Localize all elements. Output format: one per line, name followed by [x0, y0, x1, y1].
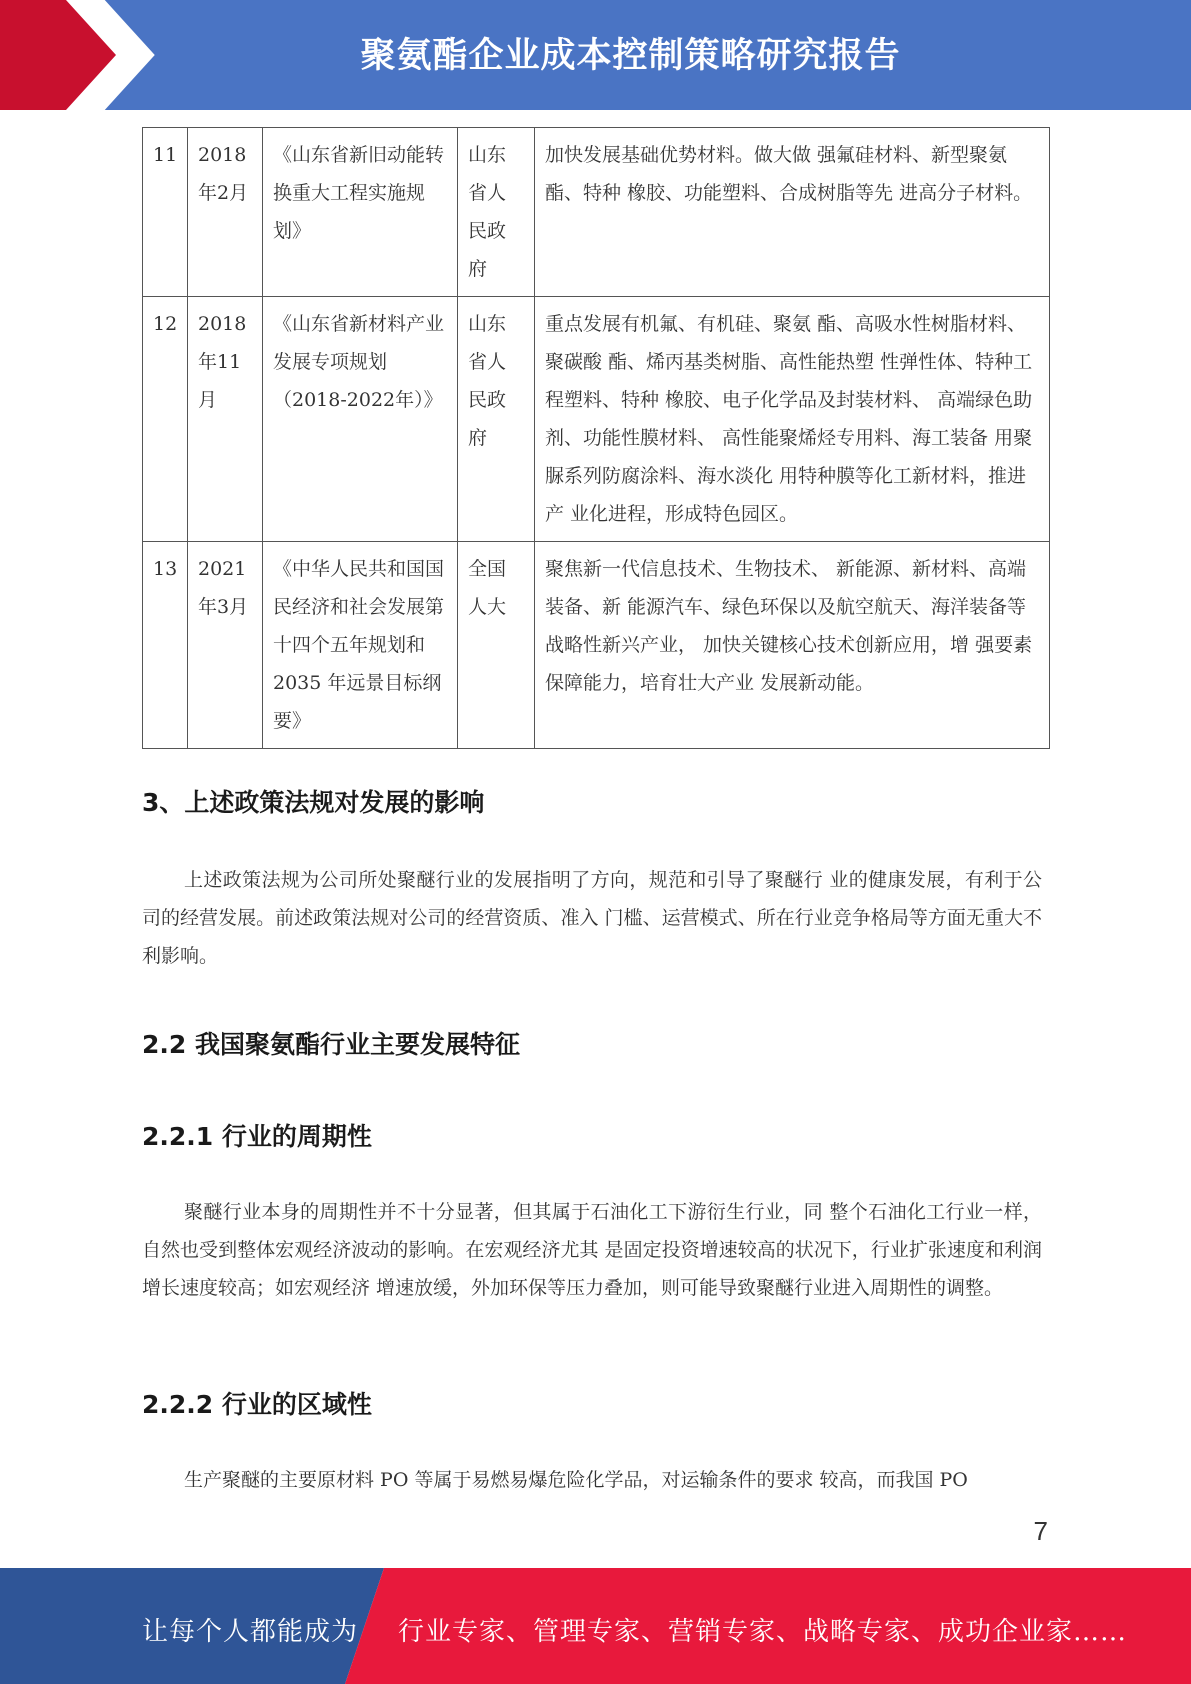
section-heading-impact: 3、上述政策法规对发展的影响 — [142, 788, 485, 817]
row-content: 重点发展有机氟、有机硅、聚氨 酯、高吸水性树脂材料、聚碳酸 酯、烯丙基类树脂、高性能热塑 性弹性体、特种工程塑料、特种 橡胶、电子化学品及封装材料、 高端绿色助剂、功能性膜材料、 高性能聚烯烃专用料、海工装备 用聚脲系列防腐涂料、海水淡化 用特种膜等化工新材料，推进产 业化进程，形成特色园区。 — [535, 297, 1050, 542]
row-policy-name: 《山东省新材料产业发展专项规划（2018-2022年）》 — [263, 297, 458, 542]
row-date: 2018年11月 — [188, 297, 263, 542]
header-title: 聚氨酯企业成本控制策略研究报告 — [360, 36, 901, 76]
row-date: 2021年3月 — [188, 542, 263, 749]
row-policy-name: 《山东省新旧动能转换重大工程实施规划》 — [263, 128, 458, 297]
section-heading-regionality: 2.2.2 行业的区域性 — [142, 1390, 372, 1419]
footer-slogan-left: 让每个人都能成为 — [142, 1617, 359, 1647]
row-number: 12 — [143, 297, 188, 542]
footer-slogan-right: 行业专家、管理专家、营销专家、战略专家、成功企业家…… — [398, 1617, 1128, 1647]
row-number: 13 — [143, 542, 188, 749]
policy-table — [142, 127, 1050, 749]
section-heading-characteristics: 2.2 我国聚氨酯行业主要发展特征 — [142, 1030, 520, 1059]
row-issuer: 全国人大 — [458, 542, 535, 749]
row-date: 2018年2月 — [188, 128, 263, 297]
page-number: 7 — [1033, 1516, 1048, 1546]
section-heading-cyclicality: 2.2.1 行业的周期性 — [142, 1122, 372, 1151]
table-row — [143, 297, 1050, 542]
row-issuer: 山东省人民政府 — [458, 128, 535, 297]
row-number: 11 — [143, 128, 188, 297]
page-footer — [0, 1568, 1191, 1684]
table-row — [143, 542, 1050, 749]
page-header — [0, 0, 1191, 110]
row-content: 聚焦新一代信息技术、生物技术、 新能源、新材料、高端装备、新 能源汽车、绿色环保以及航空航天、海洋装备等战略性新兴产业， 加快关键核心技术创新应用，增 强要素保障能力，培育壮大产业 发展新动能。 — [535, 542, 1050, 749]
section-paragraph-impact: 上述政策法规为公司所处聚醚行业的发展指明了方向，规范和引导了聚醚行 业的健康发展，有利于公司的经营发展。前述政策法规对公司的经营资质、准入 门槛、运营模式、所在行业竞争格局等方面无重大不利影响。 — [142, 869, 1042, 967]
row-issuer: 山东省人民政府 — [458, 297, 535, 542]
section-paragraph-regionality: 生产聚醚的主要原材料 PO 等属于易燃易爆危险化学品，对运输条件的要求 较高，而我国 PO — [184, 1469, 968, 1491]
section-paragraph-cyclicality: 聚醚行业本身的周期性并不十分显著，但其属于石油化工下游衍生行业，同 整个石油化工行业一样，自然也受到整体宏观经济波动的影响。在宏观经济尤其 是固定投资增速较高的状况下，行业扩张速度和利润增长速度较高；如宏观经济 增速放缓，外加环保等压力叠加，则可能导致聚醚行业进入周期性的调整。 — [142, 1201, 1042, 1299]
row-content: 加快发展基础优势材料。做大做 强氟硅材料、新型聚氨酯、特种 橡胶、功能塑料、合成树脂等先 进高分子材料。 — [535, 128, 1050, 297]
row-policy-name: 《中华人民共和国国民经济和社会发展第十四个五年规划和 2035 年远景目标纲要》 — [263, 542, 458, 749]
table-row — [143, 128, 1050, 297]
